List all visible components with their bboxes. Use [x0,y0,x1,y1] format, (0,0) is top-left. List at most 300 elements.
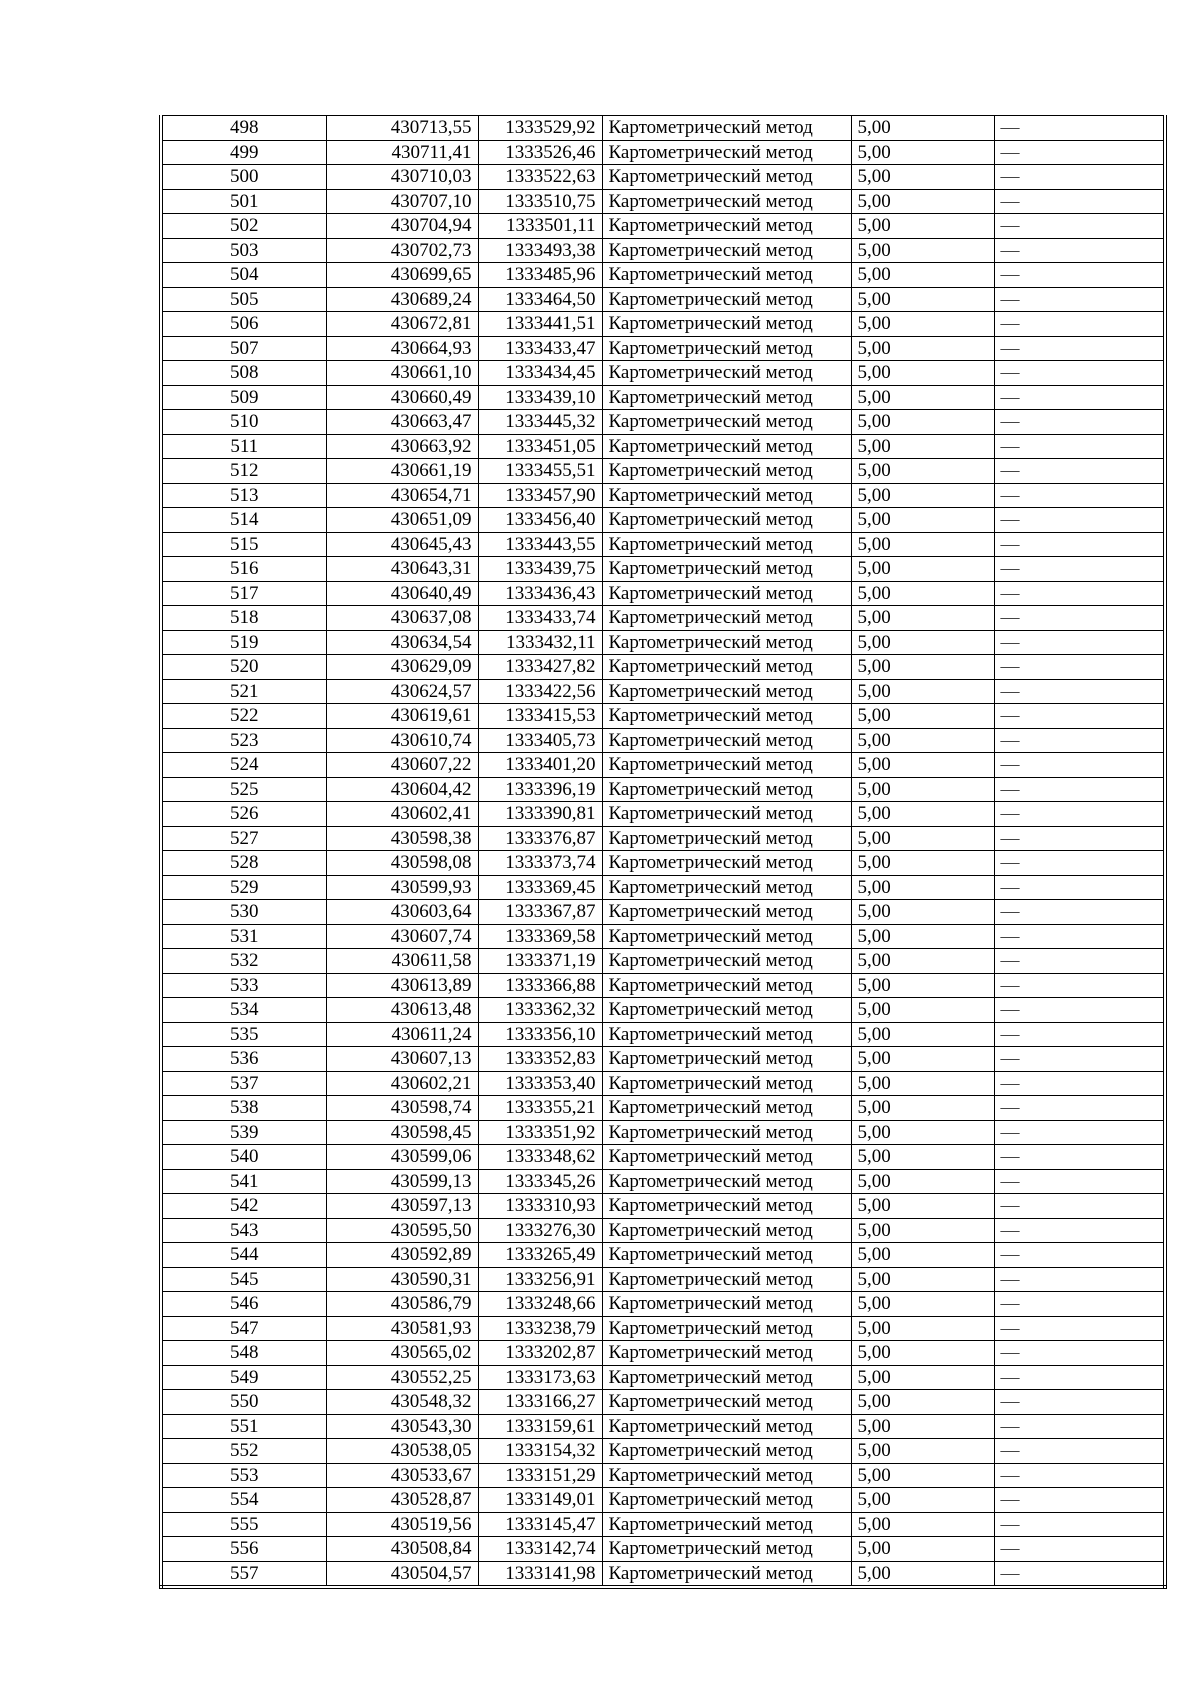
y-coordinate-cell: 1333356,10 [478,1022,602,1047]
method-cell: Картометрический метод [602,410,851,435]
point-number-cell: 500 [161,165,326,190]
y-coordinate-cell: 1333265,49 [478,1243,602,1268]
point-number-cell: 549 [161,1365,326,1390]
x-coordinate-cell: 430661,19 [326,459,478,484]
method-cell: Картометрический метод [602,655,851,680]
method-cell: Картометрический метод [602,189,851,214]
x-coordinate-cell: 430663,47 [326,410,478,435]
description-cell: — [994,238,1165,263]
accuracy-cell: 5,00 [851,189,994,214]
x-coordinate-cell: 430533,67 [326,1463,478,1488]
description-cell: — [994,336,1165,361]
description-cell: — [994,1120,1165,1145]
y-coordinate-cell: 1333443,55 [478,532,602,557]
method-cell: Картометрический метод [602,385,851,410]
description-cell: — [994,483,1165,508]
accuracy-cell: 5,00 [851,214,994,239]
y-coordinate-cell: 1333355,21 [478,1096,602,1121]
description-cell: — [994,1292,1165,1317]
x-coordinate-cell: 430651,09 [326,508,478,533]
point-number-cell: 525 [161,777,326,802]
accuracy-cell: 5,00 [851,1096,994,1121]
accuracy-cell: 5,00 [851,875,994,900]
x-coordinate-cell: 430598,38 [326,826,478,851]
y-coordinate-cell: 1333439,10 [478,385,602,410]
description-cell: — [994,1243,1165,1268]
point-number-cell: 511 [161,434,326,459]
table-row [161,1512,1165,1537]
y-coordinate-cell: 1333439,75 [478,557,602,582]
table-row [161,777,1165,802]
description-cell: — [994,1341,1165,1366]
method-cell: Картометрический метод [602,1292,851,1317]
accuracy-cell: 5,00 [851,410,994,435]
accuracy-cell: 5,00 [851,263,994,288]
table-row [161,1561,1165,1587]
x-coordinate-cell: 430604,42 [326,777,478,802]
y-coordinate-cell: 1333353,40 [478,1071,602,1096]
description-cell: — [994,140,1165,165]
x-coordinate-cell: 430599,93 [326,875,478,900]
description-cell: — [994,1316,1165,1341]
y-coordinate-cell: 1333351,92 [478,1120,602,1145]
description-cell: — [994,1439,1165,1464]
accuracy-cell: 5,00 [851,116,994,141]
method-cell: Картометрический метод [602,753,851,778]
accuracy-cell: 5,00 [851,1194,994,1219]
x-coordinate-cell: 430595,50 [326,1218,478,1243]
description-cell: — [994,508,1165,533]
x-coordinate-cell: 430607,13 [326,1047,478,1072]
y-coordinate-cell: 1333166,27 [478,1390,602,1415]
description-cell: — [994,802,1165,827]
table-row [161,1488,1165,1513]
x-coordinate-cell: 430713,55 [326,116,478,141]
description-cell: — [994,1022,1165,1047]
method-cell: Картометрический метод [602,728,851,753]
y-coordinate-cell: 1333433,74 [478,606,602,631]
accuracy-cell: 5,00 [851,1243,994,1268]
y-coordinate-cell: 1333310,93 [478,1194,602,1219]
method-cell: Картометрический метод [602,630,851,655]
point-number-cell: 519 [161,630,326,655]
table-row [161,1022,1165,1047]
method-cell: Картометрический метод [602,1022,851,1047]
table-row [161,1292,1165,1317]
accuracy-cell: 5,00 [851,1169,994,1194]
point-number-cell: 540 [161,1145,326,1170]
description-cell: — [994,998,1165,1023]
y-coordinate-cell: 1333434,45 [478,361,602,386]
method-cell: Картометрический метод [602,973,851,998]
point-number-cell: 502 [161,214,326,239]
point-number-cell: 555 [161,1512,326,1537]
x-coordinate-cell: 430599,13 [326,1169,478,1194]
point-number-cell: 557 [161,1561,326,1587]
method-cell: Картометрический метод [602,704,851,729]
y-coordinate-cell: 1333362,32 [478,998,602,1023]
accuracy-cell: 5,00 [851,777,994,802]
table-row [161,826,1165,851]
point-number-cell: 548 [161,1341,326,1366]
x-coordinate-cell: 430504,57 [326,1561,478,1587]
x-coordinate-cell: 430586,79 [326,1292,478,1317]
table-row [161,728,1165,753]
table-row [161,753,1165,778]
y-coordinate-cell: 1333276,30 [478,1218,602,1243]
x-coordinate-cell: 430613,48 [326,998,478,1023]
accuracy-cell: 5,00 [851,679,994,704]
x-coordinate-cell: 430654,71 [326,483,478,508]
y-coordinate-cell: 1333371,19 [478,949,602,974]
method-cell: Картометрический метод [602,1390,851,1415]
accuracy-cell: 5,00 [851,1463,994,1488]
point-number-cell: 509 [161,385,326,410]
method-cell: Картометрический метод [602,263,851,288]
table-row [161,385,1165,410]
table-row [161,606,1165,631]
x-coordinate-cell: 430710,03 [326,165,478,190]
accuracy-cell: 5,00 [851,753,994,778]
accuracy-cell: 5,00 [851,802,994,827]
description-cell: — [994,116,1165,141]
point-number-cell: 552 [161,1439,326,1464]
description-cell: — [994,1194,1165,1219]
x-coordinate-cell: 430538,05 [326,1439,478,1464]
accuracy-cell: 5,00 [851,655,994,680]
y-coordinate-cell: 1333369,45 [478,875,602,900]
method-cell: Картометрический метод [602,165,851,190]
point-number-cell: 536 [161,1047,326,1072]
point-number-cell: 518 [161,606,326,631]
table-row [161,1047,1165,1072]
y-coordinate-cell: 1333151,29 [478,1463,602,1488]
table-body [161,116,1165,1588]
accuracy-cell: 5,00 [851,1341,994,1366]
point-number-cell: 515 [161,532,326,557]
y-coordinate-cell: 1333348,62 [478,1145,602,1170]
method-cell: Картометрический метод [602,802,851,827]
method-cell: Картометрический метод [602,287,851,312]
method-cell: Картометрический метод [602,459,851,484]
point-number-cell: 539 [161,1120,326,1145]
description-cell: — [994,312,1165,337]
accuracy-cell: 5,00 [851,1414,994,1439]
x-coordinate-cell: 430598,74 [326,1096,478,1121]
method-cell: Картометрический метод [602,998,851,1023]
table-row [161,875,1165,900]
table-row [161,483,1165,508]
y-coordinate-cell: 1333455,51 [478,459,602,484]
y-coordinate-cell: 1333369,58 [478,924,602,949]
description-cell: — [994,459,1165,484]
y-coordinate-cell: 1333464,50 [478,287,602,312]
point-number-cell: 529 [161,875,326,900]
accuracy-cell: 5,00 [851,1537,994,1562]
method-cell: Картометрический метод [602,508,851,533]
table-row [161,557,1165,582]
x-coordinate-cell: 430602,21 [326,1071,478,1096]
table-row [161,655,1165,680]
y-coordinate-cell: 1333405,73 [478,728,602,753]
point-number-cell: 556 [161,1537,326,1562]
table-row [161,1145,1165,1170]
method-cell: Картометрический метод [602,924,851,949]
y-coordinate-cell: 1333142,74 [478,1537,602,1562]
x-coordinate-cell: 430543,30 [326,1414,478,1439]
x-coordinate-cell: 430528,87 [326,1488,478,1513]
point-number-cell: 508 [161,361,326,386]
y-coordinate-cell: 1333367,87 [478,900,602,925]
table-row [161,679,1165,704]
y-coordinate-cell: 1333373,74 [478,851,602,876]
point-number-cell: 501 [161,189,326,214]
accuracy-cell: 5,00 [851,704,994,729]
accuracy-cell: 5,00 [851,606,994,631]
table-row [161,508,1165,533]
point-number-cell: 510 [161,410,326,435]
table-row [161,263,1165,288]
table-row [161,1096,1165,1121]
description-cell: — [994,1071,1165,1096]
point-number-cell: 498 [161,116,326,141]
accuracy-cell: 5,00 [851,924,994,949]
x-coordinate-cell: 430660,49 [326,385,478,410]
accuracy-cell: 5,00 [851,1512,994,1537]
y-coordinate-cell: 1333522,63 [478,165,602,190]
point-number-cell: 544 [161,1243,326,1268]
point-number-cell: 512 [161,459,326,484]
table-row [161,1341,1165,1366]
x-coordinate-cell: 430702,73 [326,238,478,263]
x-coordinate-cell: 430640,49 [326,581,478,606]
point-number-cell: 527 [161,826,326,851]
x-coordinate-cell: 430607,74 [326,924,478,949]
x-coordinate-cell: 430611,24 [326,1022,478,1047]
description-cell: — [994,1267,1165,1292]
method-cell: Картометрический метод [602,1047,851,1072]
description-cell: — [994,1537,1165,1562]
y-coordinate-cell: 1333345,26 [478,1169,602,1194]
y-coordinate-cell: 1333141,98 [478,1561,602,1587]
point-number-cell: 533 [161,973,326,998]
table-row [161,1537,1165,1562]
method-cell: Картометрический метод [602,1194,851,1219]
description-cell: — [994,385,1165,410]
description-cell: — [994,1169,1165,1194]
description-cell: — [994,753,1165,778]
table-row [161,1267,1165,1292]
accuracy-cell: 5,00 [851,581,994,606]
method-cell: Картометрический метод [602,483,851,508]
description-cell: — [994,728,1165,753]
method-cell: Картометрический метод [602,1561,851,1587]
description-cell: — [994,410,1165,435]
accuracy-cell: 5,00 [851,1071,994,1096]
method-cell: Картометрический метод [602,1414,851,1439]
point-number-cell: 546 [161,1292,326,1317]
description-cell: — [994,826,1165,851]
table-row [161,532,1165,557]
table-row [161,1169,1165,1194]
method-cell: Картометрический метод [602,214,851,239]
method-cell: Картометрический метод [602,606,851,631]
accuracy-cell: 5,00 [851,1218,994,1243]
x-coordinate-cell: 430643,31 [326,557,478,582]
table-row [161,336,1165,361]
point-number-cell: 547 [161,1316,326,1341]
accuracy-cell: 5,00 [851,1292,994,1317]
accuracy-cell: 5,00 [851,728,994,753]
x-coordinate-cell: 430592,89 [326,1243,478,1268]
table-row [161,802,1165,827]
table-row [161,704,1165,729]
table-row [161,361,1165,386]
y-coordinate-cell: 1333493,38 [478,238,602,263]
y-coordinate-cell: 1333352,83 [478,1047,602,1072]
method-cell: Картометрический метод [602,1488,851,1513]
x-coordinate-cell: 430613,89 [326,973,478,998]
point-number-cell: 541 [161,1169,326,1194]
description-cell: — [994,581,1165,606]
description-cell: — [994,1047,1165,1072]
accuracy-cell: 5,00 [851,361,994,386]
x-coordinate-cell: 430663,92 [326,434,478,459]
description-cell: — [994,949,1165,974]
x-coordinate-cell: 430672,81 [326,312,478,337]
table-row [161,140,1165,165]
x-coordinate-cell: 430548,32 [326,1390,478,1415]
point-number-cell: 542 [161,1194,326,1219]
description-cell: — [994,630,1165,655]
accuracy-cell: 5,00 [851,973,994,998]
point-number-cell: 506 [161,312,326,337]
x-coordinate-cell: 430565,02 [326,1341,478,1366]
x-coordinate-cell: 430664,93 [326,336,478,361]
point-number-cell: 550 [161,1390,326,1415]
accuracy-cell: 5,00 [851,1022,994,1047]
x-coordinate-cell: 430707,10 [326,189,478,214]
accuracy-cell: 5,00 [851,900,994,925]
method-cell: Картометрический метод [602,1096,851,1121]
point-number-cell: 524 [161,753,326,778]
description-cell: — [994,361,1165,386]
accuracy-cell: 5,00 [851,459,994,484]
point-number-cell: 531 [161,924,326,949]
table-row [161,1071,1165,1096]
table-row [161,949,1165,974]
x-coordinate-cell: 430590,31 [326,1267,478,1292]
y-coordinate-cell: 1333436,43 [478,581,602,606]
description-cell: — [994,875,1165,900]
y-coordinate-cell: 1333149,01 [478,1488,602,1513]
y-coordinate-cell: 1333501,11 [478,214,602,239]
description-cell: — [994,1488,1165,1513]
table-row [161,410,1165,435]
accuracy-cell: 5,00 [851,312,994,337]
method-cell: Картометрический метод [602,1145,851,1170]
accuracy-cell: 5,00 [851,826,994,851]
y-coordinate-cell: 1333457,90 [478,483,602,508]
description-cell: — [994,263,1165,288]
method-cell: Картометрический метод [602,1537,851,1562]
method-cell: Картометрический метод [602,1218,851,1243]
description-cell: — [994,1561,1165,1587]
accuracy-cell: 5,00 [851,385,994,410]
point-number-cell: 554 [161,1488,326,1513]
x-coordinate-cell: 430519,56 [326,1512,478,1537]
table-row [161,900,1165,925]
accuracy-cell: 5,00 [851,336,994,361]
accuracy-cell: 5,00 [851,1047,994,1072]
description-cell: — [994,557,1165,582]
accuracy-cell: 5,00 [851,1488,994,1513]
y-coordinate-cell: 1333248,66 [478,1292,602,1317]
x-coordinate-cell: 430637,08 [326,606,478,631]
table-row [161,312,1165,337]
point-number-cell: 538 [161,1096,326,1121]
y-coordinate-cell: 1333529,92 [478,116,602,141]
point-number-cell: 517 [161,581,326,606]
x-coordinate-cell: 430607,22 [326,753,478,778]
method-cell: Картометрический метод [602,1341,851,1366]
table-row [161,1365,1165,1390]
accuracy-cell: 5,00 [851,483,994,508]
x-coordinate-cell: 430689,24 [326,287,478,312]
point-number-cell: 505 [161,287,326,312]
point-number-cell: 543 [161,1218,326,1243]
x-coordinate-cell: 430711,41 [326,140,478,165]
method-cell: Картометрический метод [602,361,851,386]
point-number-cell: 503 [161,238,326,263]
description-cell: — [994,924,1165,949]
point-number-cell: 535 [161,1022,326,1047]
table-row [161,1390,1165,1415]
point-number-cell: 521 [161,679,326,704]
accuracy-cell: 5,00 [851,1267,994,1292]
description-cell: — [994,655,1165,680]
method-cell: Картометрический метод [602,1267,851,1292]
description-cell: — [994,1463,1165,1488]
method-cell: Картометрический метод [602,1316,851,1341]
accuracy-cell: 5,00 [851,998,994,1023]
accuracy-cell: 5,00 [851,238,994,263]
accuracy-cell: 5,00 [851,1561,994,1587]
description-cell: — [994,606,1165,631]
x-coordinate-cell: 430603,64 [326,900,478,925]
description-cell: — [994,287,1165,312]
table-row [161,189,1165,214]
x-coordinate-cell: 430611,58 [326,949,478,974]
y-coordinate-cell: 1333396,19 [478,777,602,802]
accuracy-cell: 5,00 [851,949,994,974]
point-number-cell: 551 [161,1414,326,1439]
description-cell: — [994,973,1165,998]
accuracy-cell: 5,00 [851,630,994,655]
point-number-cell: 528 [161,851,326,876]
description-cell: — [994,214,1165,239]
y-coordinate-cell: 1333376,87 [478,826,602,851]
table-row [161,924,1165,949]
accuracy-cell: 5,00 [851,1365,994,1390]
accuracy-cell: 5,00 [851,1145,994,1170]
method-cell: Картометрический метод [602,1512,851,1537]
x-coordinate-cell: 430645,43 [326,532,478,557]
description-cell: — [994,1218,1165,1243]
y-coordinate-cell: 1333159,61 [478,1414,602,1439]
table-row [161,1243,1165,1268]
table-row [161,287,1165,312]
